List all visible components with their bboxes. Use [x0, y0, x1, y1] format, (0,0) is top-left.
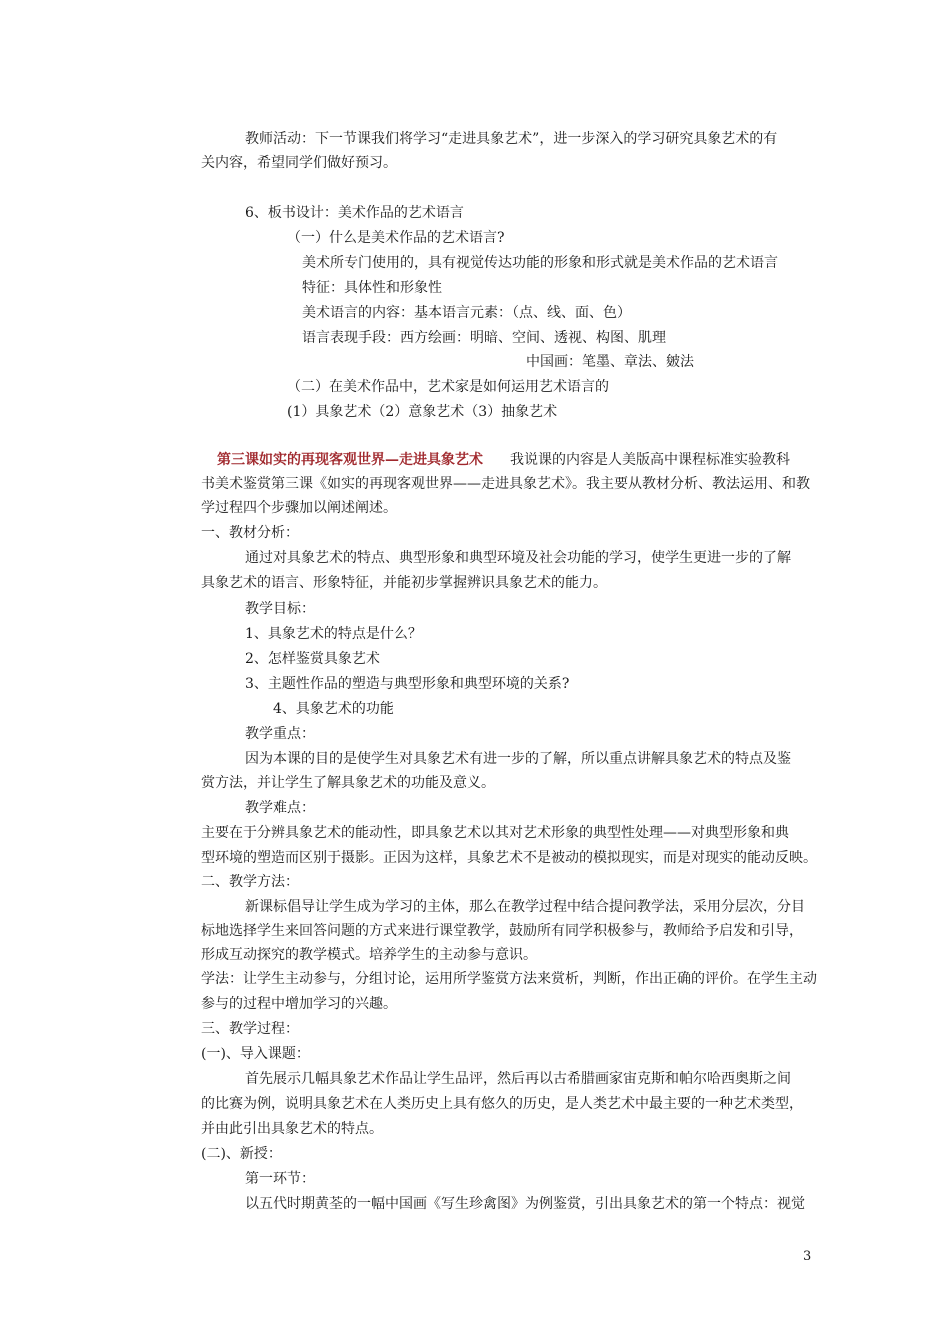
- board-design-content: 美术语言的内容：基本语言元素：（点、线、面、色）: [302, 305, 631, 321]
- lesson3-intro-1: 我说课的内容是人美版高中课程标准实验教科: [510, 452, 790, 468]
- intro-line-3: 并由此引出具象艺术的特点。: [201, 1121, 383, 1137]
- board-design-heading: 6、板书设计：美术作品的艺术语言: [245, 205, 464, 221]
- difficulty-label: 教学难点：: [245, 800, 315, 816]
- analysis-paragraph-2: 具象艺术的语言、形象特征，并能初步掌握辨识具象艺术的能力。: [201, 575, 607, 591]
- focus-label: 教学重点：: [245, 726, 315, 742]
- intro-heading: (一)、导入课题：: [201, 1046, 310, 1062]
- lesson3-intro-2: 书美术鉴赏第三课《如实的再现客观世界——走进具象艺术》。我主要从教材分析、教法运用、和教: [201, 476, 810, 492]
- difficulty-line-1: 主要在于分辨具象艺术的能动性，即具象艺术以其对艺术形象的典型性处理——对典型形象和典: [201, 825, 789, 841]
- study-method-line-1: 学法：让学生主动参与，分组讨论，运用所学鉴赏方法来赏析，判断，作出正确的评价。在学生主动: [201, 971, 817, 987]
- board-design-chinese: 中国画：笔墨、章法、皴法: [526, 354, 694, 370]
- analysis-paragraph-1: 通过对具象艺术的特点、典型形象和典型环境及社会功能的学习，使学生更进一步的了解: [245, 550, 791, 566]
- study-method-line-2: 参与的过程中增加学习的兴趣。: [201, 996, 397, 1012]
- board-design-types: (1）具象艺术（2）意象艺术（3）抽象艺术: [287, 404, 558, 420]
- focus-line-1: 因为本课的目的是使学生对具象艺术有进一步的了解，所以重点讲解具象艺术的特点及鉴: [245, 751, 791, 767]
- difficulty-line-2: 型环境的塑造而区别于摄影。正因为这样，具象艺术不是被动的模拟现实，而是对现实的能动反映。: [201, 850, 817, 866]
- goals-label: 教学目标：: [245, 601, 315, 617]
- teacher-activity-line-2: 关内容，希望同学们做好预习。: [201, 155, 397, 171]
- board-design-western: 语言表现手段：西方绘画：明暗、空间、透视、构图、肌理: [302, 330, 666, 346]
- step1-label: 第一环节：: [245, 1171, 315, 1187]
- board-design-features: 特征：具体性和形象性: [302, 280, 442, 296]
- methods-paragraph-1: 新课标倡导让学生成为学习的主体，那么在教学过程中结合提问教学法，采用分层次，分目: [245, 899, 805, 915]
- step1-text: 以五代时期黄荃的一幅中国画《写生珍禽图》为例鉴赏，引出具象艺术的第一个特点：视觉: [245, 1196, 805, 1212]
- goal-item: 3、主题性作品的塑造与典型形象和典型环境的关系?: [245, 676, 570, 692]
- goal-item: 2、怎样鉴赏具象艺术: [245, 651, 380, 667]
- methods-paragraph-3: 形成互动探究的教学模式。培养学生的主动参与意识。: [201, 947, 537, 963]
- lesson3-intro-3: 学过程四个步骤加以阐述阐述。: [201, 500, 397, 516]
- methods-paragraph-2: 标地选择学生来回答问题的方式来进行课堂教学，鼓励所有同学积极参与，教师给予启发和引导，: [201, 923, 803, 939]
- board-design-definition: 美术所专门使用的，具有视觉传达功能的形象和形式就是美术作品的艺术语言: [302, 255, 778, 271]
- focus-line-2: 赏方法，并让学生了解具象艺术的功能及意义。: [201, 775, 495, 791]
- board-design-q1: （一）什么是美术作品的艺术语言?: [287, 230, 505, 246]
- intro-line-2: 的比赛为例，说明具象艺术在人类历史上具有悠久的历史，是人类艺术中最主要的一种艺术类型，: [201, 1096, 803, 1112]
- methods-heading: 二、教学方法：: [201, 874, 299, 890]
- page-number: 3: [803, 1249, 812, 1264]
- process-heading: 三、教学过程：: [201, 1021, 299, 1037]
- intro-line-1: 首先展示几幅具象艺术作品让学生品评，然后再以古希腊画家宙克斯和帕尔哈西奥斯之间: [245, 1071, 791, 1087]
- goal-item: 1、具象艺术的特点是什么？: [245, 626, 422, 642]
- new-lesson-heading: (二)、新授：: [201, 1146, 282, 1162]
- goal-item: 4、具象艺术的功能: [273, 701, 394, 717]
- analysis-heading: 一、教材分析：: [201, 525, 299, 541]
- teacher-activity-line-1: 教师活动：下一节课我们将学习“走进具象艺术”，进一步深入的学习研究具象艺术的有: [245, 131, 778, 147]
- lesson3-title: 第三课如实的再现客观世界—走进具象艺术: [217, 452, 483, 468]
- board-design-q2: （二）在美术作品中，艺术家是如何运用艺术语言的: [287, 379, 609, 395]
